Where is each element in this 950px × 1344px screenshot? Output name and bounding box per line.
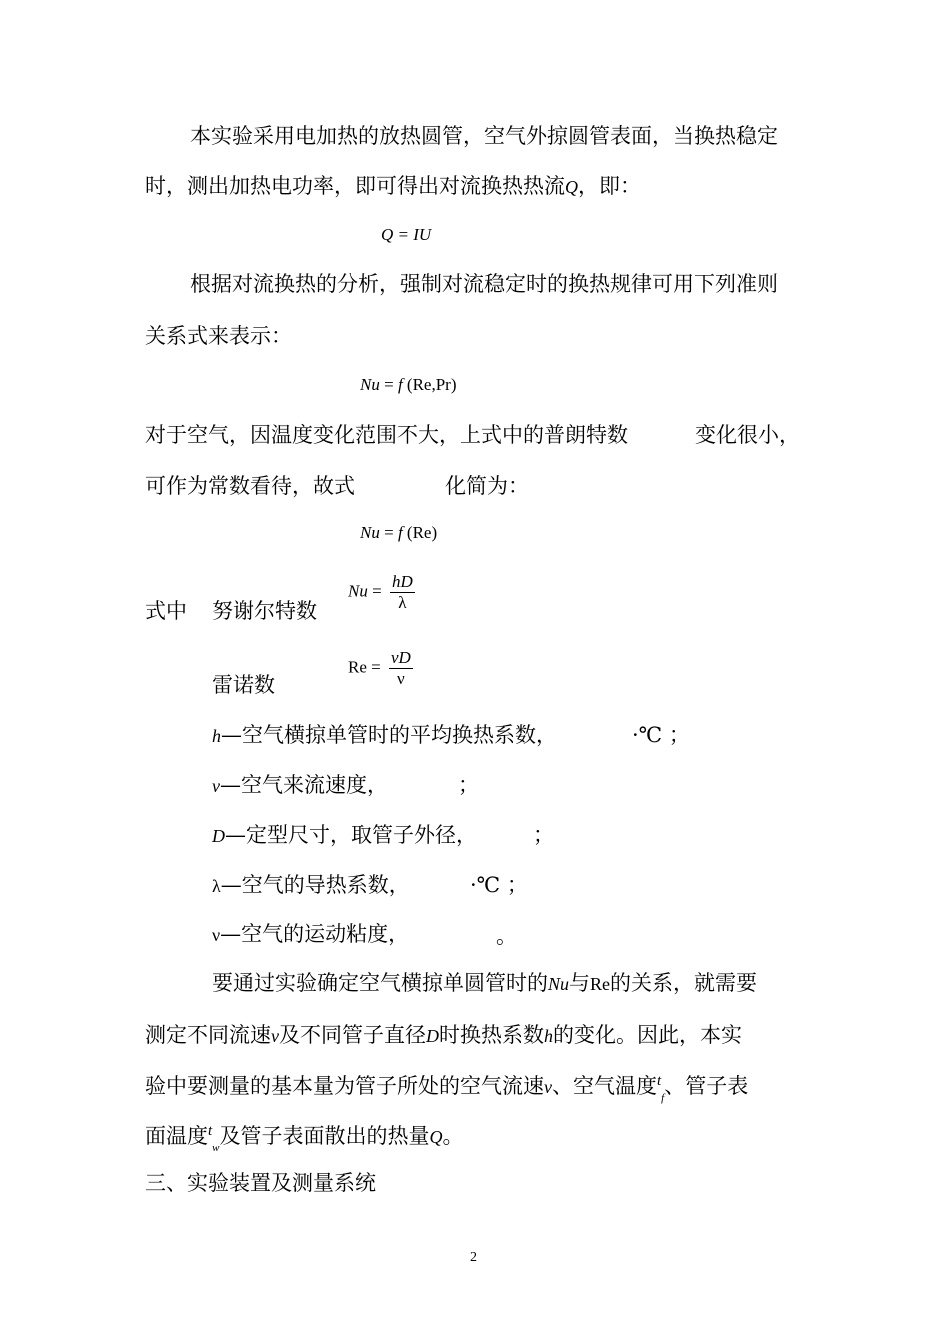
nusselt-fraction bbox=[390, 572, 415, 613]
equation-q-iu bbox=[381, 224, 431, 246]
nusselt-formula: Nu = $\frac{hD}{\lambda}$ bbox=[348, 572, 413, 612]
eq2-mid: = bbox=[379, 375, 398, 394]
def-lambda-var: λ bbox=[212, 876, 221, 896]
para3-line2-tail bbox=[445, 472, 529, 500]
para1-line2-text-a: 时，测出加热电功率，即可得出对流换热热流 bbox=[145, 174, 565, 198]
def-nu bbox=[212, 920, 409, 949]
para4-v2: v bbox=[544, 1077, 552, 1097]
eq2-f: f bbox=[397, 375, 403, 394]
para3-line2 bbox=[145, 472, 355, 500]
para1-line2 bbox=[145, 172, 641, 201]
para4-l2c: 时换热系数 bbox=[439, 1023, 544, 1047]
para4-tf-sub: f bbox=[661, 1092, 665, 1104]
para2-line2-text: 关系式来表示： bbox=[145, 324, 292, 348]
para4-l3a: 验中要测量的基本量为管子所处的空气流速 bbox=[145, 1074, 544, 1098]
para4-l2b: 及不同管子直径 bbox=[279, 1023, 426, 1047]
def-v bbox=[212, 771, 388, 800]
para4-h: h bbox=[544, 1026, 553, 1046]
def-lambda-unit-text: ·℃ ； bbox=[470, 873, 528, 897]
def-v-var: v bbox=[212, 776, 220, 796]
def-nu-unit-text: 。 bbox=[496, 924, 517, 948]
para2-line1-text: 根据对流换热的分析，强制对流稳定时的换热规律可用下列准则 bbox=[190, 272, 778, 296]
defs-prefix bbox=[145, 597, 187, 625]
nusselt-lhs: Nu bbox=[348, 581, 368, 601]
para4-l4a: 面温度 bbox=[145, 1124, 208, 1148]
para1-line1-text: 本实验采用电加热的放热圆管，空气外掠圆管表面，当换热稳定 bbox=[190, 124, 778, 148]
def-nu-text: —空气的运动粘度， bbox=[220, 922, 410, 946]
para4-l3c: 、管子表 bbox=[664, 1074, 749, 1098]
def-d-text: —定型尺寸，取管子外径， bbox=[225, 823, 477, 847]
para4-tw: t bbox=[208, 1123, 213, 1139]
nusselt-label-text: 努谢尔特数 bbox=[212, 599, 317, 623]
reynolds-denominator: ν bbox=[397, 669, 405, 688]
def-v-unit bbox=[458, 771, 479, 799]
var-q: Q bbox=[565, 177, 578, 197]
para4-tw-sub: w bbox=[212, 1142, 220, 1154]
para4-l2d: 的变化。因此，本实 bbox=[553, 1023, 742, 1047]
def-lambda bbox=[212, 871, 410, 900]
def-h-var: h bbox=[212, 726, 221, 746]
page-number: 2 bbox=[470, 1250, 477, 1265]
para2-line2 bbox=[145, 322, 292, 350]
para4-l4c: 。 bbox=[442, 1124, 464, 1148]
equation-nu-re bbox=[360, 522, 437, 544]
para2-line1 bbox=[190, 270, 778, 298]
def-v-unit-text: ； bbox=[458, 773, 479, 797]
eq3-f: f bbox=[397, 523, 403, 542]
para3-line2-text-a: 可作为常数看待，故式 bbox=[145, 474, 355, 498]
def-lambda-unit bbox=[470, 871, 528, 899]
reynolds-numerator: vD bbox=[390, 648, 411, 667]
eq2-lhs: Nu bbox=[360, 375, 380, 394]
def-nu-unit bbox=[496, 922, 517, 950]
defs-prefix-text: 式中 bbox=[145, 599, 187, 623]
eq2-rhs: (Re,Pr) bbox=[402, 375, 457, 394]
equation-nu-re-pr bbox=[360, 374, 457, 396]
para4-tf: t bbox=[657, 1073, 662, 1089]
para1-line1 bbox=[190, 122, 778, 150]
section-heading-text: 三、实验装置及测量系统 bbox=[145, 1171, 376, 1195]
para4-v: v bbox=[271, 1026, 279, 1046]
reynolds-lhs: Re bbox=[348, 657, 367, 677]
para4-l4b: 及管子表面散出的热量 bbox=[219, 1124, 430, 1148]
reynolds-fraction bbox=[389, 648, 413, 689]
def-nu-var: ν bbox=[212, 925, 221, 945]
para3-line1-text-b: 变化很小， bbox=[695, 423, 800, 447]
def-h-unit bbox=[632, 721, 690, 749]
para4-l1b: 与 bbox=[569, 971, 591, 995]
para4-l2a: 测定不同流速 bbox=[145, 1023, 271, 1047]
para4-l3b: 、空气温度 bbox=[552, 1074, 657, 1098]
def-d bbox=[212, 821, 477, 850]
def-d-unit bbox=[533, 821, 554, 849]
reynolds-formula: Re = $\frac{vD}{\nu}$ bbox=[348, 648, 411, 688]
def-d-var: D bbox=[212, 826, 225, 846]
def-d-unit-text: ； bbox=[533, 823, 554, 847]
def-h-text: —空气横掠单管时的平均换热系数， bbox=[221, 723, 557, 747]
para4-nu: Nu bbox=[548, 974, 570, 994]
def-lambda-text: —空气的导热系数， bbox=[220, 873, 410, 897]
para3-line2-text-b: 化简为： bbox=[445, 474, 529, 498]
eq3-mid: = bbox=[379, 523, 398, 542]
para4-q: Q bbox=[429, 1127, 443, 1147]
reynolds-label-text: 雷诺数 bbox=[212, 673, 275, 697]
para4-l1c: 的关系，就需要 bbox=[610, 971, 758, 995]
para3-line1-text-a: 对于空气，因温度变化范围不大，上式中的普朗特数 bbox=[145, 423, 628, 447]
def-h bbox=[212, 721, 557, 750]
reynolds-label bbox=[212, 671, 275, 699]
eq3-lhs: Nu bbox=[360, 523, 380, 542]
para4-line4 bbox=[145, 1122, 464, 1154]
section-heading bbox=[145, 1169, 376, 1197]
para4-line1 bbox=[212, 969, 757, 998]
para1-line2-text-b: ，即： bbox=[578, 174, 641, 198]
para4-re: Re bbox=[590, 974, 611, 994]
def-v-text: —空气来流速度， bbox=[220, 773, 388, 797]
para4-line3 bbox=[145, 1072, 748, 1104]
para4-d: D bbox=[426, 1026, 439, 1046]
para4-line2 bbox=[145, 1021, 742, 1050]
nusselt-denominator: λ bbox=[398, 593, 407, 612]
def-h-unit-text: ·℃ ； bbox=[632, 723, 690, 747]
nusselt-label bbox=[212, 597, 317, 625]
para4-l1a: 要通过实验确定空气横掠单圆管时的 bbox=[212, 971, 548, 995]
eq3-rhs: (Re) bbox=[402, 523, 438, 542]
para3-line1-tail bbox=[695, 421, 800, 449]
para3-line1 bbox=[145, 421, 628, 449]
equation-q-iu-text: Q = IU bbox=[381, 225, 432, 244]
nusselt-numerator: hD bbox=[391, 572, 413, 591]
